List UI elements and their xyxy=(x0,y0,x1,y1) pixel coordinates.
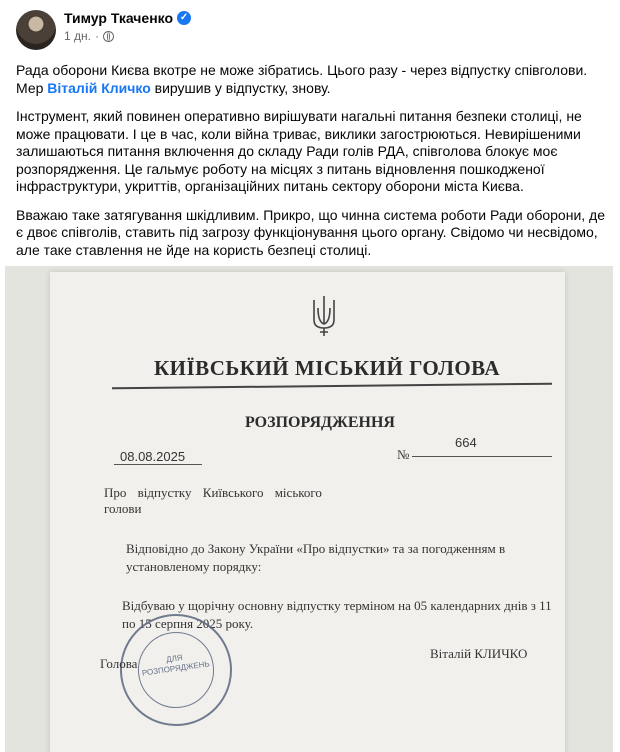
post-paragraph-2: Інструмент, який повинен оперативно вирішувати нагальні питання безпеки столиці, не може працювати. І це в час, коли війна триває, виклики загострюються. Невирішеними залишаються питання включення до складу Ради голів РДА, співголова блокує моє розпорядження. Це гальмує роботу на місцях з питань відновлення пошкодженої інфраструктури, укриттів, організаційних питань сектору оборони міста Києва. xyxy=(16,108,582,194)
document-body-2: Відбуваю у щорічну основну відпустку терміном на 05 календарних днів з 11 по 15 серпня 2025 року. xyxy=(122,598,552,631)
title-underline xyxy=(112,383,552,390)
stamp-text: ДЛЯ РОЗПОРЯДЖЕНЬ xyxy=(141,653,211,678)
signer-name: Віталій КЛИЧКО xyxy=(430,646,528,661)
post-paragraph-1 xyxy=(16,62,606,97)
date-underline xyxy=(114,464,202,465)
trident-icon xyxy=(308,294,340,338)
author-name[interactable]: Тимур Ткаченко xyxy=(64,10,174,26)
post-text xyxy=(16,62,606,270)
mention-link[interactable]: Віталій Кличко xyxy=(47,79,151,96)
signer-position: Голова xyxy=(100,656,138,671)
post-timestamp[interactable]: 1 дн. xyxy=(64,29,91,43)
document-number: 664 xyxy=(455,435,477,450)
document-subject: Про відпустку Київського міського голови xyxy=(104,485,322,516)
document-title: КИЇВСЬКИЙ МІСЬКИЙ ГОЛОВА xyxy=(153,356,501,380)
post-subline xyxy=(64,29,191,43)
paragraph-1-tail: вирушив у відпустку, знову. xyxy=(150,79,331,96)
paragraph-1-text: Рада оборони Києва вкотре не може зібратись. Цього разу - через відпустку співголови. Мер xyxy=(16,62,588,96)
verified-badge-icon: ✓ xyxy=(177,11,191,25)
document-date: 08.08.2025 xyxy=(120,449,186,464)
separator-dot: · xyxy=(94,29,99,43)
post-meta xyxy=(64,10,191,43)
document-heading: РОЗПОРЯДЖЕННЯ xyxy=(245,414,395,431)
number-sign: № xyxy=(397,447,410,462)
number-underline xyxy=(412,456,552,457)
post-paragraph-3: Вважаю таке затягування шкідливим. Прикро, що чинна система роботи Ради оборони, де є двоє співголів, ставить під загрозу функціонування цього органу. Свідомо чи несвідомо, але таке ставлення не йде на користь безпеці столиці. xyxy=(16,206,606,258)
avatar[interactable] xyxy=(16,10,56,50)
globe-icon[interactable] xyxy=(103,31,114,42)
author-row xyxy=(64,10,191,26)
document-body-1: Відповідно до Закону України «Про відпустки» та за погодженням в установленому порядку: xyxy=(126,541,506,574)
document-sheet xyxy=(50,272,565,752)
post-header xyxy=(16,10,191,54)
post-photo[interactable] xyxy=(5,266,613,752)
